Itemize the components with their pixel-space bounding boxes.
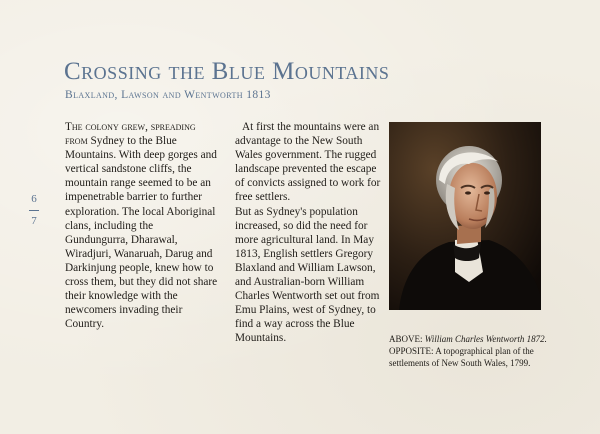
lead-in-text: The colony grew, spreading from xyxy=(65,121,196,148)
caption-opposite xyxy=(389,345,559,369)
body-column-1 xyxy=(65,120,218,331)
image-caption xyxy=(389,333,559,369)
body-paragraph-1 xyxy=(65,120,218,331)
body-paragraph-2: At first the mountains were an advantage to the New South Wales government. The rugged landscape prevented the escape of convicts assigned to work for free settlers. xyxy=(235,121,381,204)
portrait-painting xyxy=(389,122,541,310)
caption-above xyxy=(389,333,559,345)
caption-opposite-label: OPPOSITE: xyxy=(389,346,434,356)
page-numbers xyxy=(27,193,41,227)
page-number-divider xyxy=(29,210,39,211)
paragraph-text: Sydney to the Blue Mountains. With deep gorges and vertical sandstone cliffs, the mountain range seemed to be an impenetrable barrier to further exploration. The local Aboriginal clans, including the Gundungurra, Dharawal, Wiradjuri, Wanaruah, Darug and Darkinjung people, knew how to cross them, but they did not share their knowledge with the newcomers invading their Country. xyxy=(65,135,218,331)
body-paragraph-3: But as Sydney's population increased, so did the need for more agricultural land. In May 1813, English settlers Gregory Blaxland and William Lawson, and Australian-born William Charles Wentworth set out from Emu Plains, west of Sydney, to find a way across the Blue Mountains. xyxy=(235,205,380,345)
caption-above-text: William Charles Wentworth 1872. xyxy=(424,334,547,344)
page-subtitle: Blaxland, Lawson and Wentworth 1813 xyxy=(65,89,271,101)
caption-above-label: ABOVE: xyxy=(389,334,423,344)
body-column-2 xyxy=(235,120,385,346)
page-number-right: 7 xyxy=(31,215,37,227)
page-title: Crossing the Blue Mountains xyxy=(64,58,390,85)
page-number-left: 6 xyxy=(31,193,37,205)
caption-opposite-text: A topographical plan of the settlements of New South Wales, 1799. xyxy=(389,346,534,368)
portrait-image xyxy=(389,122,541,310)
